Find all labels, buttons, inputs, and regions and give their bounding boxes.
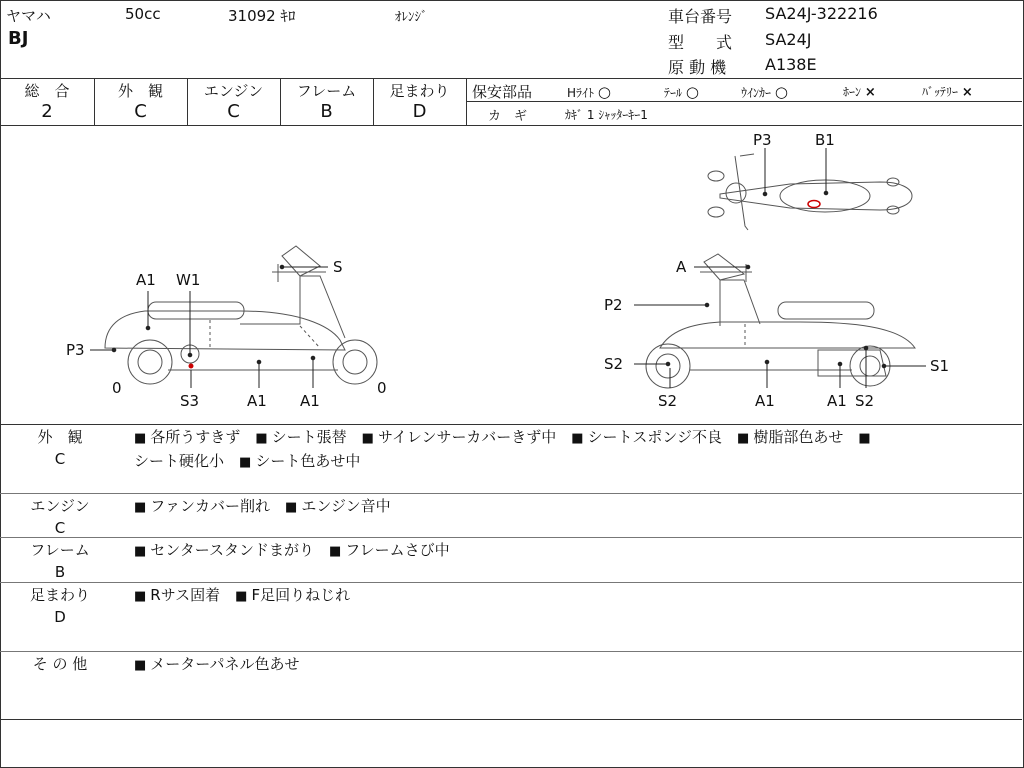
detail-items: ■ メーターパネル色あせ [134, 655, 300, 673]
safety-winker: ｳｲﾝｶｰ ○ [741, 83, 788, 101]
label-right-a1-mid: A1 [755, 392, 775, 410]
damage-mark-red [808, 201, 820, 208]
label-right-s2-bottom: S2 [658, 392, 678, 410]
detail-items: ■ ファンカバー削れ ■ エンジン音中 [134, 497, 391, 515]
label-right-s2-right: S2 [855, 392, 875, 410]
detail-category: そ の 他 [32, 655, 88, 673]
grade-exterior-value: C [134, 101, 147, 122]
left-leg-shield [240, 276, 345, 338]
detail-category: 外 観 C [37, 428, 83, 468]
top-body [720, 182, 912, 210]
color: ｵﾚﾝｼﾞ [395, 10, 428, 25]
detail-items: ■ センタースタンドまがり ■ フレームさび中 [134, 541, 450, 559]
label-right-s1: S1 [930, 357, 950, 375]
label-left-a1-top: A1 [136, 271, 156, 289]
left-body-shape [105, 311, 345, 350]
detail-items: ■ 各所うすきず ■ シート張替 ■ サイレンサーカバーきず中 ■ シートスポンジ不良 ■ 樹脂部色あせ ■ シート硬化小 ■ シート色あせ中 [134, 428, 871, 470]
safety-horn: ﾎｰﾝ × [843, 85, 876, 100]
grade-engine-value: C [227, 101, 240, 122]
label-left-a1-right: A1 [300, 392, 320, 410]
scooter-diagram [0, 126, 1022, 424]
frame-no: SA24J-322216 [765, 4, 878, 23]
grade-overall-value: 2 [41, 101, 53, 122]
engine-label: 原 動 機 [668, 58, 727, 77]
frame-no-label: 車台番号 [668, 7, 733, 26]
grade-engine-label: エンジン [203, 82, 264, 100]
top-seat [780, 180, 870, 212]
grade-overall-label: 総 合 [24, 82, 70, 100]
label-top-b1: B1 [815, 131, 835, 149]
type-label: 型 式 [668, 33, 733, 52]
grade-frame-label: フレーム [296, 82, 357, 100]
grade-suspension-value: D [412, 101, 427, 122]
label-right-a1-right: A1 [827, 392, 847, 410]
label-left-p3: P3 [66, 341, 85, 359]
detail-category: 足まわり D [29, 586, 90, 626]
label-left-zero-1: 0 [112, 379, 122, 397]
engine-value: A138E [765, 55, 817, 74]
label-right-s2-left: S2 [604, 355, 624, 373]
left-rear-wheel [128, 340, 172, 384]
mileage: 31092 ｷﾛ [228, 7, 296, 25]
label-left-w1: W1 [176, 271, 201, 289]
grade-frame-value: B [320, 101, 333, 122]
safety-battery: ﾊﾞｯﾃﾘｰ × [922, 85, 973, 100]
label-left-s: S [333, 258, 343, 276]
right-seat [778, 302, 874, 319]
label-right-p2: P2 [604, 296, 623, 314]
label-right-a: A [676, 258, 687, 276]
type-value: SA24J [765, 30, 812, 49]
detail-items: ■ Rサス固着 ■ F足回りねじれ [134, 586, 351, 604]
label-left-a1-mid: A1 [247, 392, 267, 410]
safety-headlight: Hﾗｲﾄ ○ [567, 83, 611, 101]
grade-exterior-label: 外 観 [117, 82, 163, 100]
detail-category: フレーム B [30, 541, 90, 581]
safety-label: 保安部品 [472, 83, 533, 101]
displacement: 50cc [125, 5, 161, 23]
key-label: カ ギ [488, 109, 528, 124]
maker: ヤマハ [6, 7, 51, 25]
label-left-s3: S3 [180, 392, 200, 410]
damage-dot-red [189, 364, 194, 369]
grade-suspension-label: 足まわり [389, 82, 450, 100]
detail-category: エンジン C [30, 497, 90, 537]
right-leg-shield [720, 280, 760, 326]
left-front-wheel [333, 340, 377, 384]
safety-tail: ﾃｰﾙ ○ [664, 83, 699, 101]
label-left-zero-2: 0 [377, 379, 387, 397]
key-value: ｶｷﾞ 1 ｼｬｯﾀｰｷｰ1 [565, 108, 648, 122]
model-name: BJ [8, 28, 29, 49]
label-top-p3: P3 [753, 131, 772, 149]
right-body-shape [660, 322, 915, 348]
right-engine-case [818, 350, 886, 376]
